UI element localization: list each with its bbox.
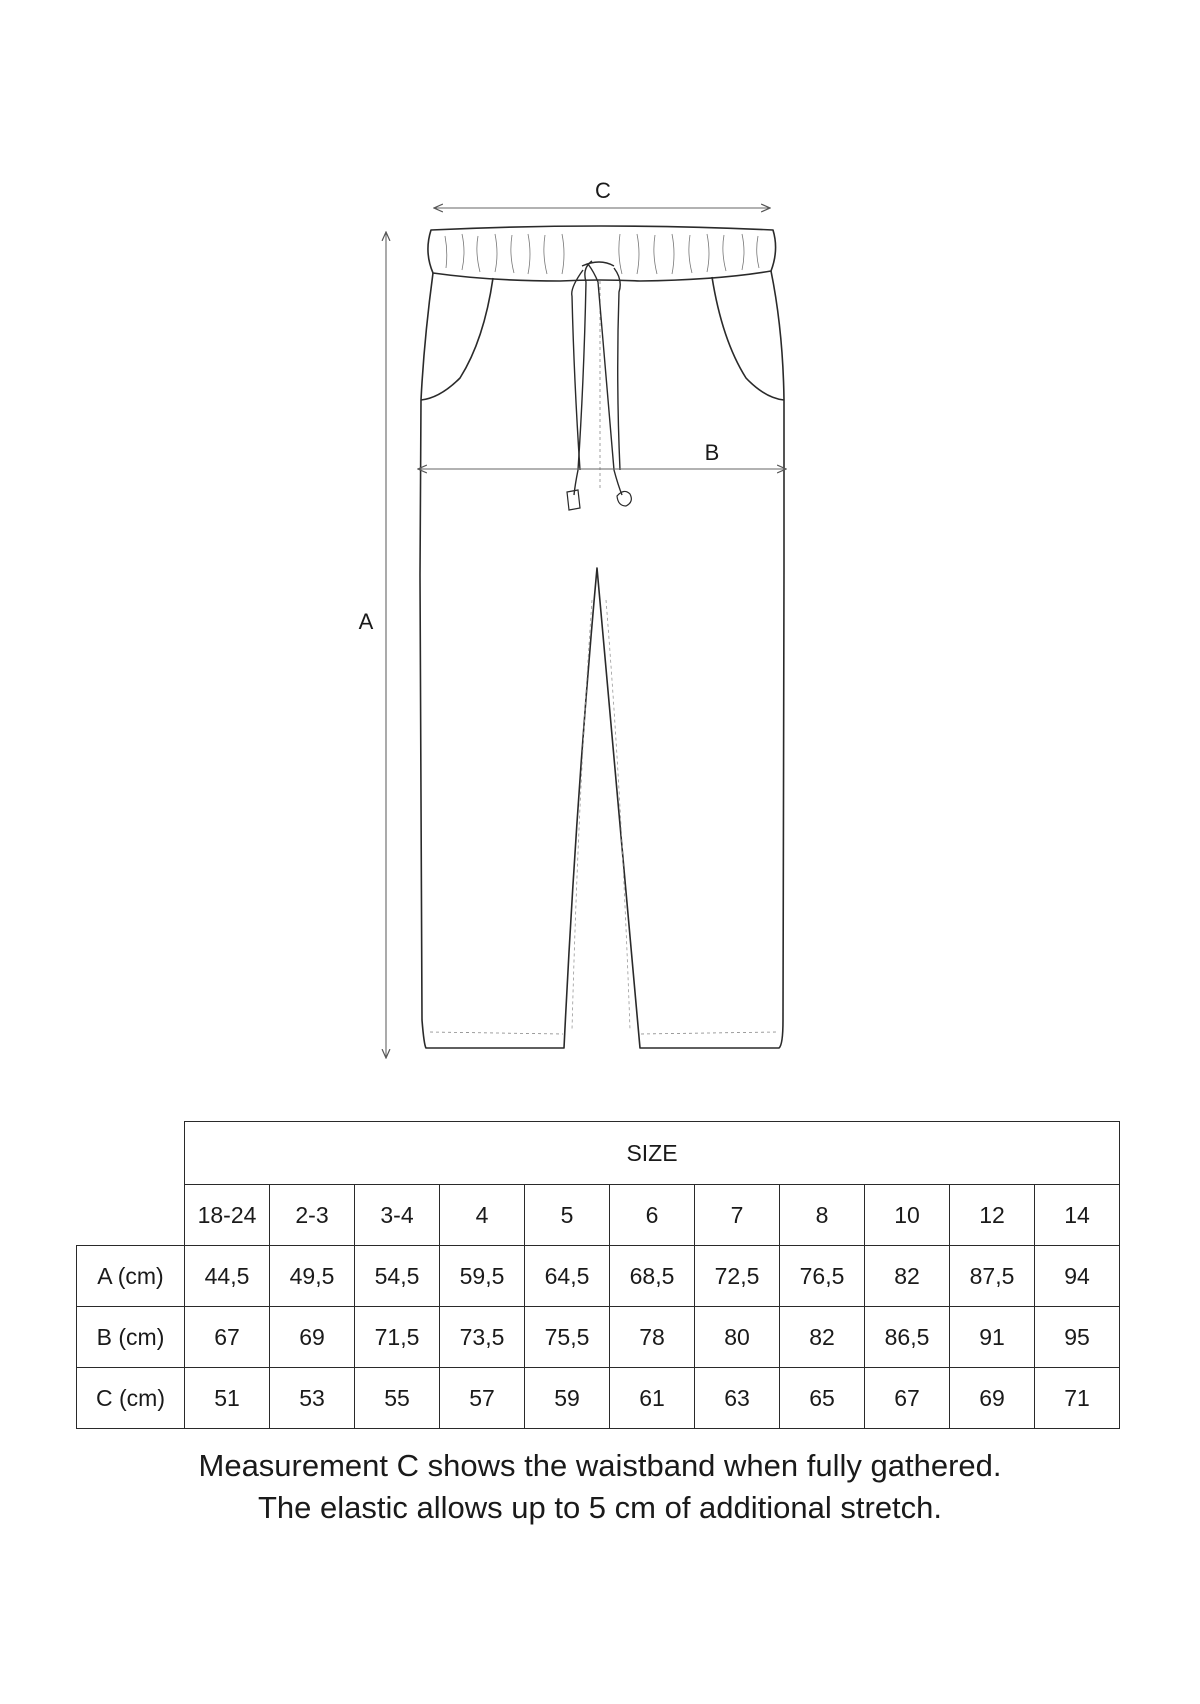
value-cell: 55 [355, 1368, 440, 1429]
value-cell: 68,5 [610, 1246, 695, 1307]
size-cell: 10 [865, 1185, 950, 1246]
left-cord-tip [567, 490, 580, 510]
value-cell: 61 [610, 1368, 695, 1429]
sizes-row [77, 1185, 1120, 1246]
size-cell: 7 [695, 1185, 780, 1246]
value-cell: 82 [780, 1307, 865, 1368]
drawstring [567, 261, 631, 510]
value-cell: 69 [270, 1307, 355, 1368]
size-cell: 18-24 [185, 1185, 270, 1246]
empty-corner [77, 1185, 185, 1246]
size-cell: 6 [610, 1185, 695, 1246]
value-cell: 72,5 [695, 1246, 780, 1307]
value-cell: 94 [1035, 1246, 1120, 1307]
size-header: SIZE [185, 1122, 1120, 1185]
right-hem [641, 1032, 776, 1034]
size-chart-table [76, 1121, 1120, 1429]
value-cell: 64,5 [525, 1246, 610, 1307]
value-cell: 59,5 [440, 1246, 525, 1307]
value-cell: 63 [695, 1368, 780, 1429]
measurement-row-b [77, 1307, 1120, 1368]
value-cell: 71,5 [355, 1307, 440, 1368]
value-cell: 78 [610, 1307, 695, 1368]
value-cell: 95 [1035, 1307, 1120, 1368]
value-cell: 44,5 [185, 1246, 270, 1307]
pants-outline [420, 226, 784, 1048]
value-cell: 86,5 [865, 1307, 950, 1368]
label-c: C [595, 178, 611, 203]
row-label: B (cm) [77, 1307, 185, 1368]
value-cell: 65 [780, 1368, 865, 1429]
measurement-note [0, 1445, 1200, 1529]
waistband-gathers [445, 234, 759, 274]
measurement-row-a [77, 1246, 1120, 1307]
value-cell: 57 [440, 1368, 525, 1429]
size-cell: 12 [950, 1185, 1035, 1246]
value-cell: 71 [1035, 1368, 1120, 1429]
value-cell: 53 [270, 1368, 355, 1429]
label-b: B [704, 440, 720, 465]
size-cell: 4 [440, 1185, 525, 1246]
value-cell: 76,5 [780, 1246, 865, 1307]
value-cell: 69 [950, 1368, 1035, 1429]
pants-body [420, 271, 784, 1048]
right-cord-tip [617, 491, 631, 506]
note-line-1: Measurement C shows the waistband when fully gathered. [198, 1448, 1002, 1483]
value-cell: 91 [950, 1307, 1035, 1368]
left-pocket [421, 278, 493, 400]
value-cell: 73,5 [440, 1307, 525, 1368]
value-cell: 80 [695, 1307, 780, 1368]
note-line-2: The elastic allows up to 5 cm of additional stretch. [257, 1490, 943, 1525]
value-cell: 67 [185, 1307, 270, 1368]
row-label: A (cm) [77, 1246, 185, 1307]
value-cell: 51 [185, 1368, 270, 1429]
label-a: A [358, 609, 374, 634]
size-cell: 5 [525, 1185, 610, 1246]
value-cell: 87,5 [950, 1246, 1035, 1307]
measurement-row-c [77, 1368, 1120, 1429]
size-cell: 8 [780, 1185, 865, 1246]
left-hem [430, 1032, 563, 1034]
value-cell: 75,5 [525, 1307, 610, 1368]
value-cell: 82 [865, 1246, 950, 1307]
size-cell: 2-3 [270, 1185, 355, 1246]
value-cell: 67 [865, 1368, 950, 1429]
size-cell: 14 [1035, 1185, 1120, 1246]
inseam-stitch [606, 600, 630, 1030]
size-cell: 3-4 [355, 1185, 440, 1246]
right-pocket [712, 277, 784, 400]
size-header-row [77, 1122, 1120, 1185]
row-label: C (cm) [77, 1368, 185, 1429]
empty-corner [77, 1122, 185, 1185]
value-cell: 54,5 [355, 1246, 440, 1307]
value-cell: 59 [525, 1368, 610, 1429]
value-cell: 49,5 [270, 1246, 355, 1307]
